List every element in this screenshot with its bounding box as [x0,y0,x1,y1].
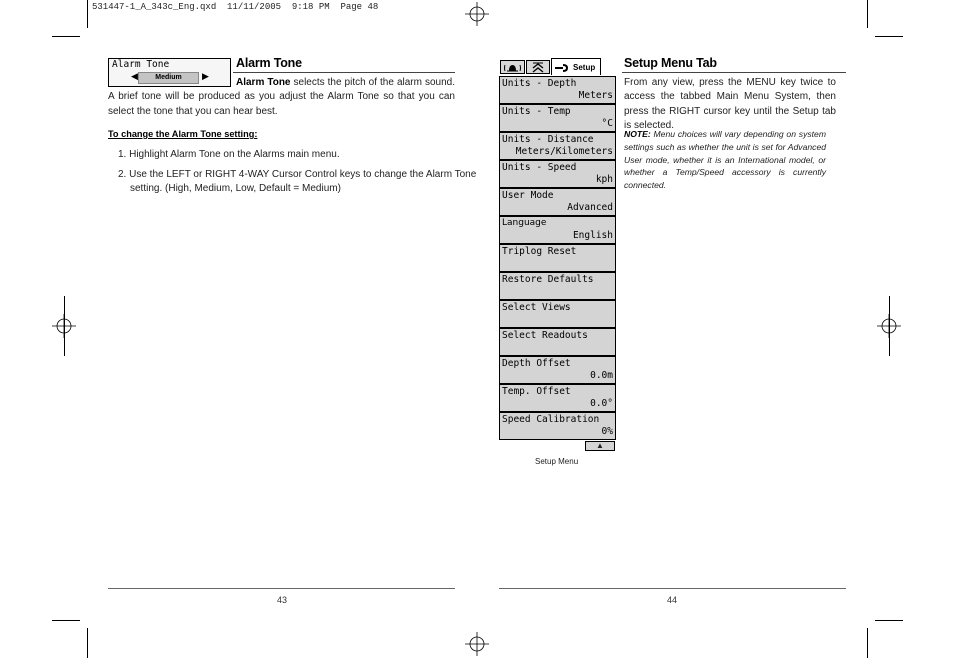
tab-setup-label: Setup [573,63,596,72]
alarm-bell-icon [501,62,524,74]
crop-mark [87,0,88,28]
scroll-more-icon[interactable]: ▲ [585,441,615,451]
menu-item-name: Restore Defaults [502,274,594,285]
menu-item-name: Triplog Reset [502,246,577,257]
section-heading-setup-menu-tab: Setup Menu Tab [624,56,717,70]
left-arrow-icon: ◀ [131,71,138,81]
menu-item-user-mode[interactable] [499,188,616,216]
menu-item-select-views[interactable] [499,300,616,328]
heading-rule [233,72,455,73]
intro-text: selects the pitch of the alarm sound. A brief tone will be produced as you adjust the Alarm Tone so that you can select the tone that you can hear best. [108,77,455,117]
heading-rule [622,72,846,73]
menu-item-triplog-reset[interactable] [499,244,616,272]
menu-item-name: Language [502,218,547,228]
menu-item-name: Select Views [502,302,571,313]
step-2: 2. Use the LEFT or RIGHT 4-WAY Cursor Control keys to change the Alarm Tone [118,169,477,180]
print-slug: 531447-1_A_343c_Eng.qxd 11/11/2005 9:18 PM Page 48 [92,2,379,12]
menu-item-value: Advanced [567,202,613,213]
section-heading-alarm-tone: Alarm Tone [236,56,302,70]
crop-mark [875,620,903,621]
alarm-tone-widget-value: Medium [138,72,199,84]
step-1: 1. Highlight Alarm Tone on the Alarms main menu. [118,149,340,160]
menu-item-temp-offset[interactable] [499,384,616,412]
menu-item-name: Units - Temp [502,106,571,117]
menu-item-language[interactable] [499,216,616,244]
setup-body-paragraph [624,76,836,133]
crop-mark [64,296,65,356]
tab-alarms[interactable] [500,60,525,74]
footer-rule [499,588,846,589]
page-number-left: 43 [277,595,288,605]
crop-mark [867,628,868,658]
menu-item-name: Select Readouts [502,330,588,341]
footer-rule [108,588,455,589]
menu-item-name: Depth Offset [502,358,571,369]
menu-item-name: Temp. Offset [502,386,571,397]
menu-item-units-depth[interactable] [499,76,616,104]
menu-item-units-distance[interactable] [499,132,616,160]
menu-item-value: 0.0m [590,370,613,381]
menu-item-units-speed[interactable] [499,160,616,188]
crop-mark [52,36,80,37]
registration-mark-icon [465,632,489,656]
menu-item-speed-calibration[interactable] [499,412,616,440]
crop-mark [867,0,868,28]
menu-item-value: English [572,230,613,241]
note-paragraph [624,128,826,192]
menu-item-depth-offset[interactable] [499,356,616,384]
menu-item-value: kph [595,174,613,185]
step-2-continued: setting. (High, Medium, Low, Default = Medium) [130,183,341,194]
menu-tabs [499,58,616,75]
menu-item-value: °C [601,118,613,129]
alarm-tone-widget-label: Alarm Tone [112,59,170,70]
setup-body-text: From any view, press the MENU key twice to access the tabbed Main Menu System, then press the RIGHT cursor key until the Setup tab is selected. [624,77,836,131]
menu-item-name: User Mode [502,190,554,201]
intro-term: Alarm Tone [236,77,291,88]
double-chevron-up-icon [527,62,549,74]
note-label: NOTE: [624,129,651,139]
crop-mark [52,620,80,621]
wrench-icon [554,62,568,74]
crop-mark [889,296,890,356]
procedure-subheading: To change the Alarm Tone setting: [108,129,258,139]
tab-setup[interactable] [551,58,601,75]
menu-item-restore-defaults[interactable] [499,272,616,300]
menu-item-value: Meters [578,90,613,101]
crop-mark [875,36,903,37]
menu-item-name: Units - Depth [502,78,577,89]
menu-item-units-temp[interactable] [499,104,616,132]
menu-item-name: Units - Speed [502,162,577,173]
menu-item-name: Speed Calibration [502,414,600,425]
menu-item-value: 0.0° [590,398,613,409]
intro-paragraph [108,76,455,119]
registration-mark-icon [465,2,489,26]
menu-caption: Setup Menu [535,457,579,466]
crop-mark [87,628,88,658]
page-number-right: 44 [667,595,678,605]
menu-item-value: 0% [601,426,613,437]
right-arrow-icon: ▶ [202,71,209,81]
tab-navigation[interactable] [526,60,550,74]
menu-item-select-readouts[interactable] [499,328,616,356]
note-text: Menu choices will vary depending on system settings such as whether the unit is set for Advanced User mode, whether it is an International model, or whether a Temp/Speed accessory is currently connected. [624,129,826,191]
menu-item-name: Units - Distance [502,134,594,145]
menu-item-value: Meters/Kilometers [515,146,613,157]
